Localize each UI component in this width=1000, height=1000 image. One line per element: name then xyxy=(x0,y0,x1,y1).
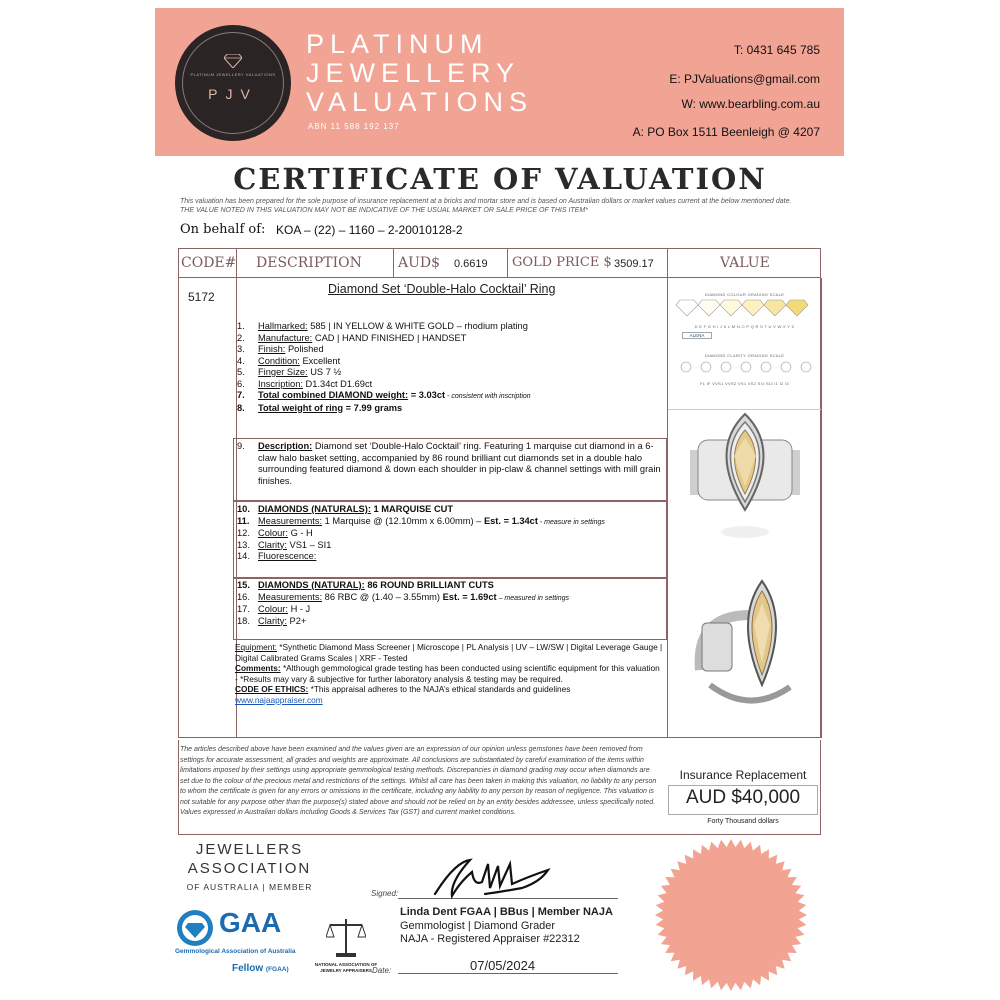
logo-small-text: PLATINUM JEWELLERY VALUATIONS xyxy=(190,72,276,77)
jaa-line-2: ASSOCIATION xyxy=(187,860,312,877)
disclaimer-line-1: This valuation has been prepared for the sole purpose of insurance replacement at a bricks and mortar store and is based on Australian dollars or market values current at the below mentioned date. xyxy=(180,198,792,205)
comments-label: Comments: xyxy=(235,663,281,673)
spec-row: 8. Total weight of ring = 7.99 grams xyxy=(237,402,403,413)
item-title: Diamond Set ‘Double-Halo Cocktail’ Ring xyxy=(328,282,556,296)
jaa-line-1: JEWELLERS xyxy=(195,841,304,858)
diamond-icon xyxy=(224,54,242,68)
value-header: VALUE xyxy=(720,255,770,271)
gem-icon xyxy=(761,362,771,372)
gem-icon xyxy=(721,362,731,372)
spec-row: 12. Colour: G - H xyxy=(237,528,313,538)
gaa-abbr: GAA xyxy=(219,907,282,938)
terms-paragraph: The articles described above have been examined and the values given are an expression of our opinion unless gemstones have been removed from settings for accurate assessment, all grades and weights are approximate. All conclusions are substantiated by careful examination of the items within limitations imposed by their settings using appropriate gemmological testing methods. Discrepancies in diamond grading may occur when diamonds are set due to the colour of the precious metal and restrictions of the settings. Whilst all care has been taken in making this valuation, no liability to any person to whom the certificate is given for any errors or omissions in the certificate, including any liability to any person by reason of negligence. This valuation is not suitable for any purpose other than the purpose(s) stated above and should not be relied on by an entity besides addressee, unless specifically noted. Values expressed in Australian dollars including Goods & Services Tax (GST) and current market conditions. xyxy=(180,746,657,816)
logo-initials: PJV xyxy=(208,86,258,102)
clarity-scale-grades: FL IF VVS1 VVS2 VS1 VS2 SI1 SI2 I1 I2 I3 xyxy=(700,381,789,386)
spec-row: 18. Clarity: P2+ xyxy=(237,615,307,626)
gem-icon xyxy=(741,362,751,372)
aud-header: AUD$ xyxy=(398,255,441,271)
insurance-value: AUD $40,000 xyxy=(685,787,801,808)
signature-date: 07/05/2024 xyxy=(470,958,536,973)
gaa-fellow: Fellow (FGAA) xyxy=(232,963,289,974)
description-header: DESCRIPTION xyxy=(256,255,362,271)
on-behalf-value: KOA – (22) – 1160 – 2-20010128-2 xyxy=(276,223,463,237)
brand-line-3: VALUATIONS xyxy=(306,87,534,117)
spec-row: 13. Clarity: VS1 – SI1 xyxy=(237,539,332,550)
spec-row: 10. DIAMONDS (NATURALS): 1 MARQUISE CUT xyxy=(237,504,454,514)
signer-name: Linda Dent FGAA | BBus | Member NAJA xyxy=(400,906,613,918)
ethics-text: *This appraisal adheres to the NAJA’s ethical standards and guidelines xyxy=(308,684,571,694)
brand-line-2: JEWELLERY xyxy=(306,58,521,88)
contact-address: A: PO Box 1511 Beenleigh @ 4207 xyxy=(632,125,820,139)
abn-number: ABN 11 588 192 137 xyxy=(308,122,400,131)
contact-email: E: PJValuations@gmail.com xyxy=(669,72,820,86)
marquise-list xyxy=(237,504,663,563)
insurance-value-words: Forty Thousand dollars xyxy=(707,818,779,825)
naja-link[interactable]: www.najaappraiser.com xyxy=(235,694,323,705)
gaa-emblem-icon xyxy=(175,908,215,948)
spec-row: 17. Colour: H - J xyxy=(237,604,311,614)
jaa-logo xyxy=(182,840,317,897)
insurance-label: Insurance Replacement xyxy=(679,768,807,782)
date-line xyxy=(398,973,618,974)
page-title: CERTIFICATE OF VALUATION xyxy=(233,162,767,196)
gold-price-header: GOLD PRICE $ xyxy=(512,255,612,270)
ring-photo-side xyxy=(690,575,805,725)
contact-website: W: www.bearbling.com.au xyxy=(681,97,820,111)
spec-row: 15. DIAMONDS (NATURAL): 86 ROUND BRILLIANT CUTS xyxy=(237,580,494,590)
colour-brand-label: ALENA xyxy=(682,332,712,339)
gem-icon xyxy=(786,300,808,316)
disclaimer-line-2: THE VALUE NOTED IN THIS VALUATION MAY NOT BE INDICATIVE OF THE USUAL MARKET OR SALE PRICE OF THIS ITEM* xyxy=(180,207,588,214)
disclaimer xyxy=(180,197,830,215)
gem-icon xyxy=(676,300,698,316)
signed-label: Signed: xyxy=(371,889,399,898)
specifications-list xyxy=(237,321,662,414)
handwritten-signature xyxy=(430,852,560,902)
ethics-label: CODE OF ETHICS: xyxy=(235,684,309,694)
description-row: 9. Description: Diamond set ‘Double-Halo Cocktail’ ring. Featuring 1 marquise cut diamond in a 6-claw halo basket setting, accompanied by 86 round brilliant cut diamonds set in a double halo surrounding featured diamond & down each shoulder in pip-claw & channel settings with mill grain finishes. xyxy=(237,441,661,486)
spec-row: 3. Finish: Polished xyxy=(237,344,324,354)
gem-icon xyxy=(681,362,691,372)
naja-name: NATIONAL ASSOCIATION OF JEWELRY APPRAISERS xyxy=(314,962,378,973)
aud-value: 0.6619 xyxy=(454,258,488,270)
gem-icon xyxy=(801,362,811,372)
gem-icon xyxy=(742,300,764,316)
spec-row: 11. Measurements: 1 Marquise @ (12.10mm x 6.00mm) – Est. = 1.34ct - measure in settings xyxy=(237,515,605,526)
spec-row: 2. Manufacture: CAD | HAND FINISHED | HANDSET xyxy=(237,332,467,343)
colour-scale-title: DIAMOND COLOUR GRADING SCALE xyxy=(704,292,785,297)
signer-role: Gemmologist | Diamond Grader xyxy=(400,920,556,932)
gold-price-value: 3509.17 xyxy=(614,258,654,270)
colour-scale-gems xyxy=(668,297,821,319)
signer-registration: NAJA - Registered Appraiser #22312 xyxy=(400,933,580,945)
comments-text: *Although gemmological grade testing has been conducted using scientific equipment for this valuation - *Results may vary & subjective for further laboratory analysis & testing may be required. xyxy=(235,663,660,684)
jaa-line-3: OF AUSTRALIA | MEMBER xyxy=(186,882,313,892)
spec-row: 6. Inscription: D1.34ct D1.69ct xyxy=(237,378,373,389)
clarity-scale-title: DIAMOND CLARITY GRADING SCALE xyxy=(704,353,785,358)
testing-notes xyxy=(235,642,663,705)
official-seal xyxy=(654,838,808,992)
colour-scale-letters: D E F G H I J K L M N O P Q R S T U V W X Y Z xyxy=(694,324,795,329)
gem-icon xyxy=(764,300,786,316)
column-divider xyxy=(821,278,822,738)
spec-row: 4. Condition: Excellent xyxy=(237,355,341,366)
naja-scales-icon xyxy=(326,915,366,961)
item-code: 5172 xyxy=(188,290,215,304)
round-brilliant-list xyxy=(237,580,663,627)
on-behalf-label: On behalf of: xyxy=(180,222,266,237)
gem-icon xyxy=(698,300,720,316)
spec-row: 1. Hallmarked: 585 | IN YELLOW & WHITE GOLD – rhodium plating xyxy=(237,321,528,331)
spec-row: 5. Finger Size: US 7 ½ xyxy=(237,367,342,377)
contact-phone: T: 0431 645 785 xyxy=(733,43,820,57)
ring-photo-top xyxy=(690,410,800,545)
equipment-text: *Synthetic Diamond Mass Screener | Microscope | PL Analysis | UV – LW/SW | Digital Leverage Gauge | Digital Calibrated Grams Scales | XRF - Tested xyxy=(235,642,663,663)
logo-ring xyxy=(182,32,284,134)
clarity-scale-gems xyxy=(668,358,821,376)
brand-line-1: PLATINUM xyxy=(306,29,489,59)
gem-icon xyxy=(781,362,791,372)
gaa-name: Gemmological Association of Australia xyxy=(175,948,296,955)
spec-row: 7. Total combined DIAMOND weight: = 3.03ct - consistent with inscription xyxy=(237,390,531,400)
date-label: Date: xyxy=(372,966,392,975)
gem-icon xyxy=(720,300,742,316)
gem-icon xyxy=(701,362,711,372)
spec-row: 16. Measurements: 86 RBC @ (1.40 – 3.55mm) Est. = 1.69ct – measured in settings xyxy=(237,591,569,602)
grading-scales xyxy=(668,279,821,410)
spec-row: 14. Fluorescence: xyxy=(237,551,317,561)
equipment-label: Equipment: xyxy=(235,642,277,652)
code-header: CODE# xyxy=(181,255,237,271)
